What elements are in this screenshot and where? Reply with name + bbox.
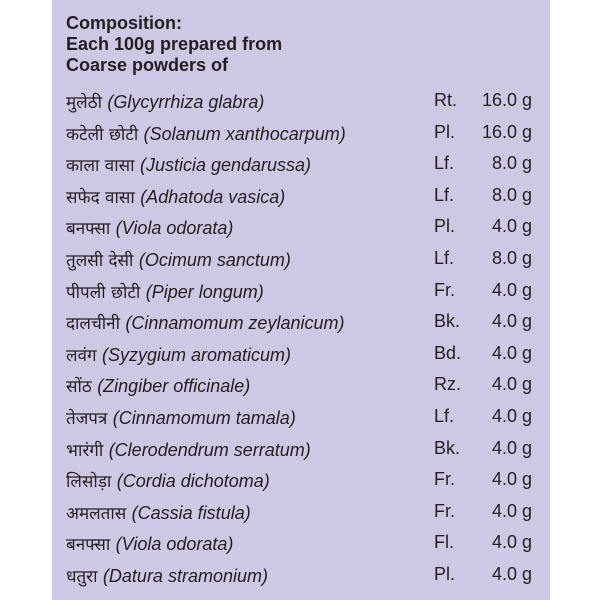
ingredient-botanical-name: (Viola odorata) <box>115 218 234 239</box>
ingredient-botanical-name: (Cordia dichotoma) <box>116 471 270 492</box>
ingredient-plant-part: Rt. <box>434 90 458 110</box>
composition-heading <box>66 13 282 76</box>
ingredient-name <box>66 311 344 334</box>
ingredient-quantity: 4.0 g <box>491 405 532 426</box>
heading-line-2: Each 100g prepared from <box>66 34 283 54</box>
ingredient-row <box>66 118 546 150</box>
ingredient-botanical-name: (Solanum xanthocarpum) <box>143 123 346 144</box>
ingredient-plant-part: Lf. <box>434 405 455 426</box>
ingredient-hindi-name: तुलसी देसी <box>66 250 134 271</box>
ingredient-plant-part: Pl. <box>434 216 456 237</box>
ingredient-name <box>66 216 233 239</box>
ingredient-hindi-name: तेजपत्र <box>66 408 108 429</box>
ingredient-row <box>66 434 546 466</box>
ingredient-list <box>66 86 546 592</box>
ingredient-botanical-name: (Clerodendrum serratum) <box>108 439 311 460</box>
ingredient-hindi-name: लिसोड़ा <box>66 472 112 493</box>
ingredient-row <box>66 370 546 402</box>
ingredient-quantity: 4.0 g <box>491 279 532 300</box>
ingredient-quantity: 4.0 g <box>491 563 532 584</box>
ingredient-row <box>66 307 546 339</box>
ingredient-botanical-name: (Cinnamomum tamala) <box>112 407 296 428</box>
ingredient-botanical-name: (Ocimum sanctum) <box>138 249 291 270</box>
ingredient-row <box>66 276 546 308</box>
ingredient-hindi-name: मुलेठी <box>66 93 102 113</box>
ingredient-botanical-name: (Cassia fistula) <box>131 502 251 523</box>
ingredient-quantity: 4.0 g <box>491 311 532 332</box>
ingredient-quantity: 4.0 g <box>491 342 532 363</box>
ingredient-plant-part: Pl. <box>434 563 456 584</box>
ingredient-name <box>66 280 264 303</box>
ingredient-botanical-name: (Cinnamomum zeylanicum) <box>125 313 345 334</box>
ingredient-hindi-name: लवंग <box>66 345 97 366</box>
ingredient-plant-part: Lf. <box>434 184 455 205</box>
ingredient-name <box>66 564 268 587</box>
ingredient-quantity: 4.0 g <box>491 437 532 458</box>
ingredient-quantity: 8.0 g <box>491 153 532 174</box>
ingredient-hindi-name: धतुरा <box>66 566 98 587</box>
heading-line-3: Coarse powders of <box>66 55 229 75</box>
ingredient-name <box>66 153 311 176</box>
ingredient-quantity: 16.0 g <box>481 90 532 110</box>
ingredient-row <box>66 86 546 118</box>
ingredient-plant-part: Bk. <box>434 437 461 458</box>
ingredient-plant-part: Bd. <box>434 342 462 363</box>
ingredient-botanical-name: (Glycyrrhiza glabra) <box>107 92 265 112</box>
ingredient-hindi-name: पीपली छोटी <box>66 282 141 303</box>
ingredient-name <box>66 122 346 145</box>
ingredient-name <box>66 532 233 555</box>
ingredient-row <box>66 560 546 592</box>
ingredient-hindi-name: बनफ्सा <box>66 535 111 556</box>
ingredient-row <box>66 497 546 529</box>
ingredient-hindi-name: कटेली छोटी <box>66 124 139 145</box>
ingredient-hindi-name: बनफ्सा <box>66 219 111 240</box>
ingredient-row <box>66 212 546 244</box>
ingredient-quantity: 16.0 g <box>481 121 532 142</box>
ingredient-name <box>66 374 250 397</box>
ingredient-plant-part: Bk. <box>434 311 461 332</box>
ingredient-quantity: 4.0 g <box>491 216 532 237</box>
ingredient-name <box>66 406 296 429</box>
ingredient-row <box>66 149 546 181</box>
ingredient-name <box>66 469 270 492</box>
ingredient-row <box>66 528 546 560</box>
ingredient-name <box>66 501 251 524</box>
ingredient-plant-part: Lf. <box>434 153 455 174</box>
ingredient-hindi-name: काला वासा <box>66 156 135 177</box>
ingredient-plant-part: Lf. <box>434 247 455 268</box>
ingredient-quantity: 8.0 g <box>491 184 532 205</box>
ingredient-plant-part: Fr. <box>434 500 455 521</box>
ingredient-botanical-name: (Syzygium aromaticum) <box>101 344 292 365</box>
ingredient-hindi-name: दालचीनी <box>66 314 120 335</box>
ingredient-botanical-name: (Piper longum) <box>145 281 264 302</box>
ingredient-botanical-name: (Datura stramonium) <box>102 565 268 586</box>
ingredient-quantity: 4.0 g <box>491 532 532 553</box>
ingredient-quantity: 8.0 g <box>491 247 532 268</box>
ingredient-plant-part: Fl. <box>434 532 454 553</box>
ingredient-quantity: 4.0 g <box>491 374 532 395</box>
ingredient-quantity: 4.0 g <box>491 500 532 521</box>
ingredient-name <box>66 185 285 208</box>
ingredient-row <box>66 244 546 276</box>
ingredient-row <box>66 465 546 497</box>
ingredient-hindi-name: भारंगी <box>66 440 104 461</box>
ingredient-hindi-name: सफेद वासा <box>66 187 135 208</box>
ingredient-row <box>66 402 546 434</box>
ingredient-name <box>66 90 264 113</box>
ingredient-botanical-name: (Adhatoda vasica) <box>140 186 286 207</box>
ingredient-name <box>66 248 291 271</box>
ingredient-plant-part: Fr. <box>434 469 455 490</box>
ingredient-botanical-name: (Viola odorata) <box>115 534 234 555</box>
ingredient-botanical-name: (Justicia gendarussa) <box>139 155 312 176</box>
ingredient-hindi-name: अमलतास <box>66 503 127 524</box>
ingredient-quantity: 4.0 g <box>491 469 532 490</box>
ingredient-row <box>66 339 546 371</box>
ingredient-hindi-name: सोंठ <box>66 377 92 398</box>
ingredient-row <box>66 181 546 213</box>
ingredient-plant-part: Rz. <box>434 374 461 395</box>
ingredient-name <box>66 343 291 366</box>
heading-line-1: Composition: <box>66 13 182 33</box>
ingredient-name <box>66 438 311 461</box>
ingredient-botanical-name: (Zingiber officinale) <box>97 376 251 397</box>
ingredient-plant-part: Fr. <box>434 279 455 300</box>
ingredient-plant-part: Pl. <box>434 121 456 142</box>
